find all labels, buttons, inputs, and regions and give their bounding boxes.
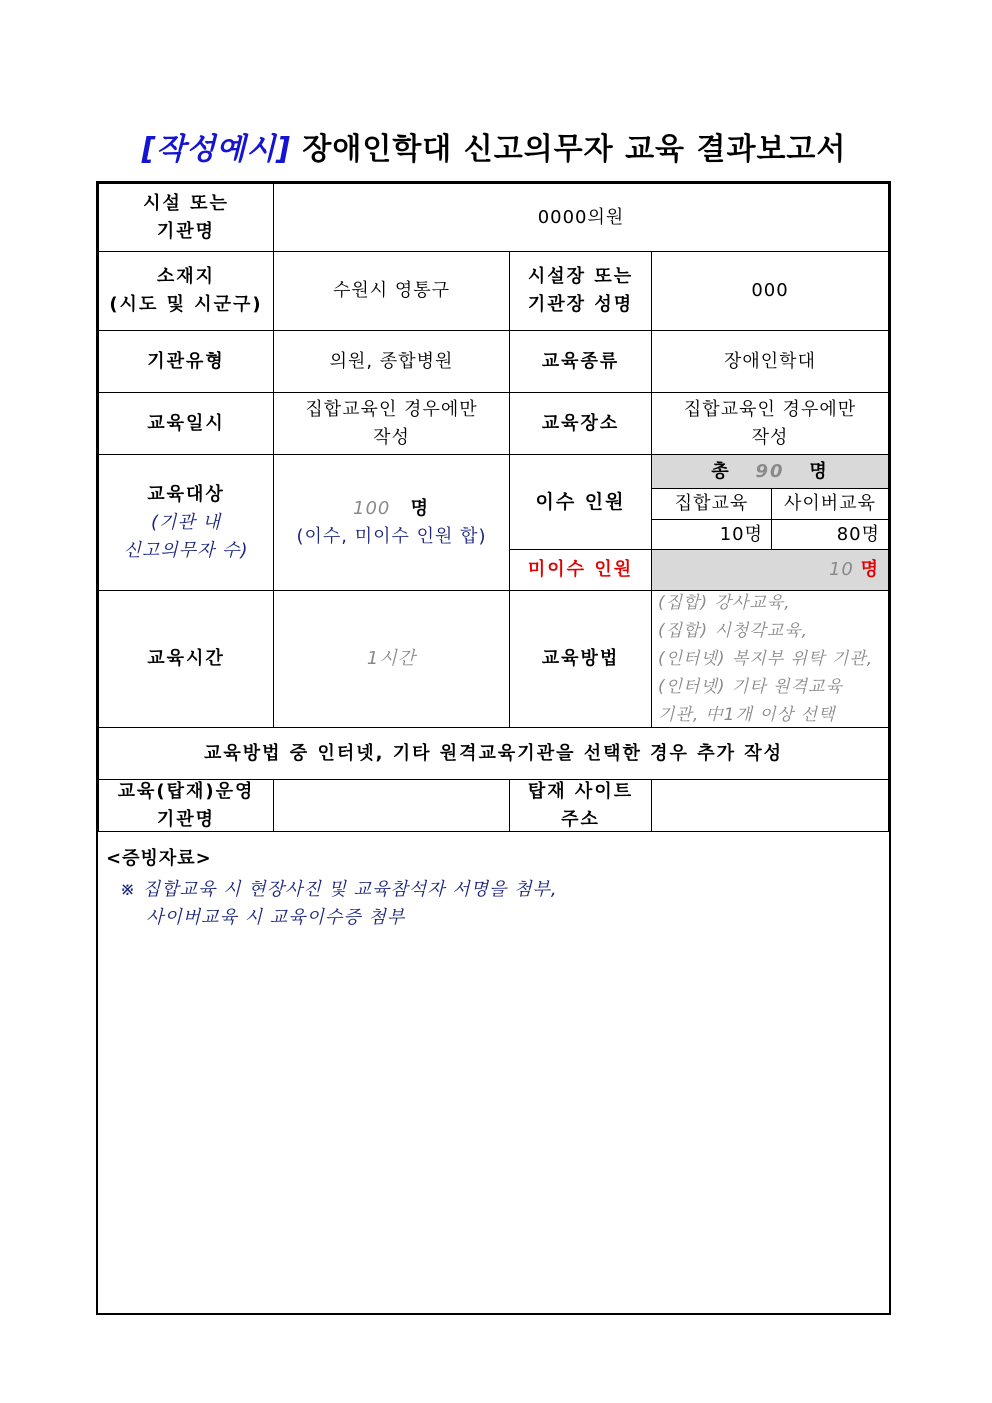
edu-place-value-line2: 작성 <box>751 426 789 448</box>
method-option: (집합) 강사교육, <box>658 593 791 613</box>
edu-place-value[interactable] <box>651 392 889 455</box>
edu-target-count-line <box>353 495 430 523</box>
facility-label-line1: 시설 또는 <box>143 192 229 214</box>
cyber-edu-label: 사이버교육 <box>771 488 889 520</box>
operator-value[interactable] <box>273 779 510 832</box>
edu-target-label <box>98 454 274 591</box>
head-name-value[interactable]: 000 <box>651 251 889 331</box>
edu-place-label: 교육장소 <box>509 392 652 455</box>
incomplete-number: 10 <box>828 559 854 580</box>
completed-total-number: 90 <box>755 460 785 482</box>
method-option: 기관, 中1개 이상 선택 <box>658 705 836 725</box>
report-form <box>96 181 891 1315</box>
location-label-line1: 소재지 <box>156 266 216 287</box>
edu-time-value[interactable]: 1시간 <box>273 590 510 728</box>
operator-label <box>98 779 274 832</box>
example-tag: [작성예시] <box>141 132 291 167</box>
edu-date-value-line2: 작성 <box>373 426 410 448</box>
incomplete-unit: 명 <box>860 559 880 580</box>
head-name-label-line1: 시설장 또는 <box>527 266 634 287</box>
completed-total-line <box>711 458 828 486</box>
target-count-unit: 명 <box>410 497 430 519</box>
head-name-label-line2: 기관장 성명 <box>527 294 634 315</box>
site-label-line2: 주소 <box>561 808 600 830</box>
institution-type-value[interactable]: 의원, 종합병원 <box>273 330 510 393</box>
edu-target-sub-line1: (기관 내 <box>151 511 221 533</box>
edu-date-label: 교육일시 <box>98 392 274 455</box>
group-edu-value[interactable]: 10명 <box>651 519 772 550</box>
incomplete-value[interactable] <box>651 549 889 591</box>
target-count-note: (이수, 미이수 인원 합) <box>296 525 487 547</box>
method-option: (집합) 시청각교육, <box>658 621 809 641</box>
edu-date-value-line1: 집합교육인 경우에만 <box>305 398 478 420</box>
site-address-value[interactable] <box>651 779 889 832</box>
location-value[interactable]: 수원시 영통구 <box>273 251 510 331</box>
evidence-note-line1: ※ 집합교육 시 현장사진 및 교육참석자 서명을 첨부, <box>120 879 558 900</box>
target-count-number: 100 <box>353 497 391 519</box>
site-address-label <box>509 779 652 832</box>
edu-date-value[interactable] <box>273 392 510 455</box>
total-prefix: 총 <box>711 460 731 482</box>
document-title <box>96 124 892 168</box>
group-edu-label: 집합교육 <box>651 488 772 520</box>
facility-value[interactable]: 0000의원 <box>273 183 889 252</box>
evidence-section[interactable] <box>98 831 889 1313</box>
title-main: 장애인학대 신고의무자 교육 결과보고서 <box>302 132 847 167</box>
edu-method-value[interactable] <box>651 590 889 728</box>
evidence-note <box>120 876 889 932</box>
edu-type-label: 교육종류 <box>509 330 652 393</box>
incomplete-label: 미이수 인원 <box>509 549 652 591</box>
edu-target-sub-line2: 신고의무자 수) <box>123 539 249 561</box>
method-option: (인터넷) 복지부 위탁 기관, <box>658 649 874 669</box>
edu-place-value-line1: 집합교육인 경우에만 <box>683 398 857 420</box>
edu-method-label: 교육방법 <box>509 590 652 728</box>
edu-time-label: 교육시간 <box>98 590 274 728</box>
facility-label <box>98 183 274 252</box>
total-unit: 명 <box>809 460 829 482</box>
edu-target-label-main: 교육대상 <box>147 483 225 505</box>
institution-type-label: 기관유형 <box>98 330 274 393</box>
cyber-edu-value[interactable]: 80명 <box>771 519 889 550</box>
extra-notice: 교육방법 중 인터넷, 기타 원격교육기관을 선택한 경우 추가 작성 <box>98 727 889 780</box>
edu-type-value[interactable]: 장애인학대 <box>651 330 889 393</box>
evidence-note-line2: 사이버교육 시 교육이수증 첨부 <box>146 907 406 928</box>
head-name-label <box>509 251 652 331</box>
site-label-line1: 탑재 사이트 <box>527 780 634 802</box>
location-label-line2: (시도 및 시군구) <box>109 294 263 315</box>
completed-label: 이수 인원 <box>509 454 652 550</box>
evidence-heading: <증빙자료> <box>106 848 212 869</box>
edu-target-count[interactable] <box>273 454 510 591</box>
operator-label-line1: 교육(탑재)운영 <box>117 780 255 802</box>
incomplete-value-line <box>829 556 880 584</box>
facility-label-line2: 기관명 <box>156 220 216 242</box>
location-label <box>98 251 274 331</box>
operator-label-line2: 기관명 <box>156 808 216 830</box>
method-option: (인터넷) 기타 원격교육 <box>658 677 843 697</box>
completed-total <box>651 454 889 489</box>
